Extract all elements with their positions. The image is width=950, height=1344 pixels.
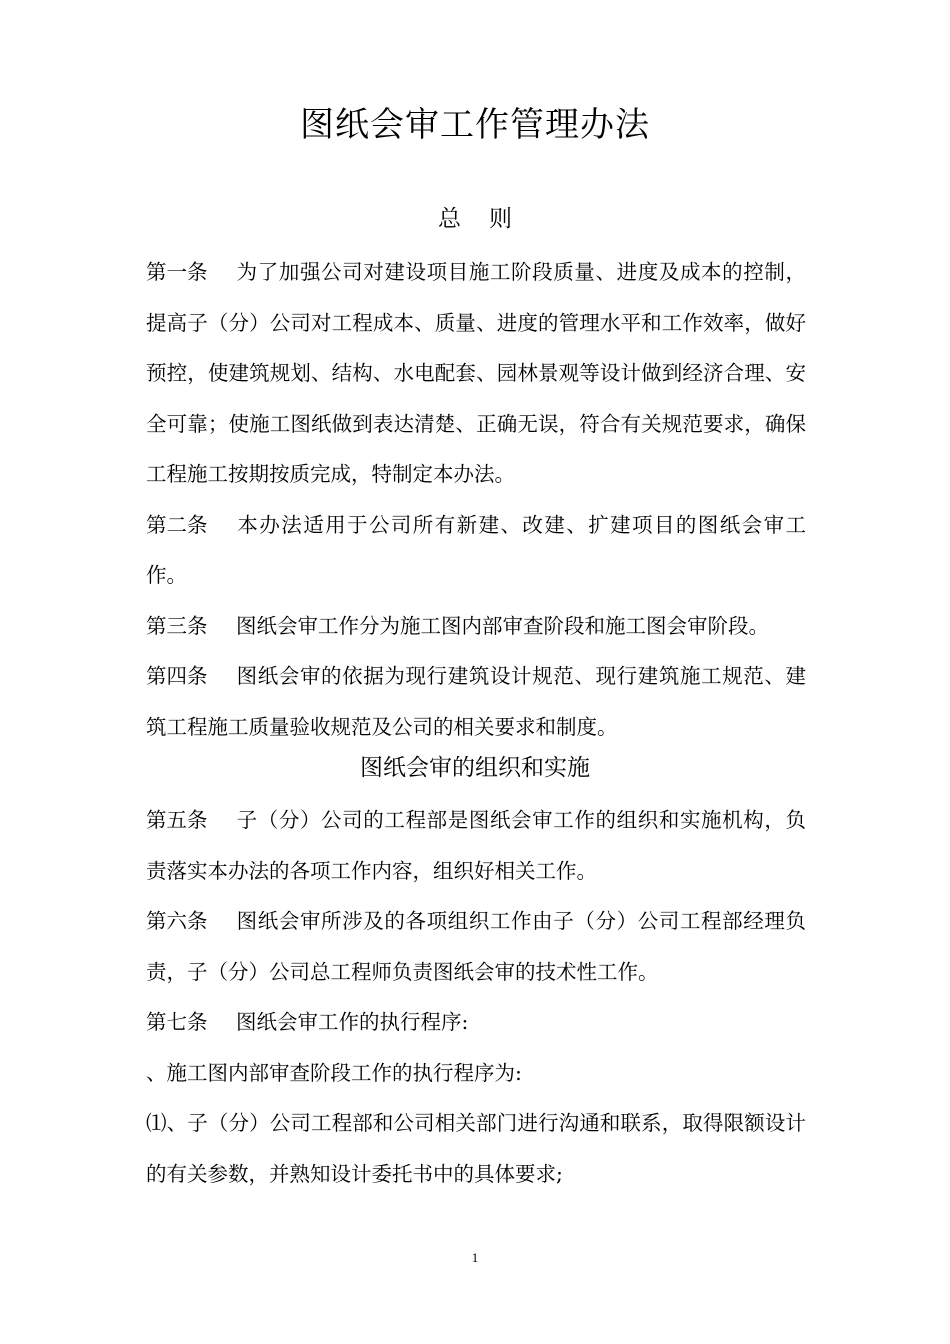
article-number: 第一条 bbox=[146, 260, 208, 284]
article-text: 为了加强公司对建设项目施工阶段质量、进度及成本的控制，提高子（分）公司对工程成本、质量、进度的管理水平和工作效率，做好预控，使建筑规划、结构、水电配套、园林景观等设计做到经济合理、安全可靠；使施工图纸做到表达清楚、正确无误，符合有关规范要求，确保工程施工按期按质完成，特制定本办法。 bbox=[146, 260, 806, 486]
article-5 bbox=[146, 795, 806, 896]
article-text: 图纸会审工作分为施工图内部审查阶段和施工图会审阶段。 bbox=[236, 613, 769, 638]
article-text: 本办法适用于公司所有新建、改建、扩建项目的图纸会审工作。 bbox=[146, 512, 806, 587]
article-number: 第七条 bbox=[146, 1010, 208, 1034]
article-text: 图纸会审所涉及的各项组织工作由子（分）公司工程部经理负责，子（分）公司总工程师负责图纸会审的技术性工作。 bbox=[146, 909, 806, 984]
article-1 bbox=[146, 247, 806, 500]
article-number: 第二条 bbox=[146, 512, 208, 537]
article-text: 子（分）公司的工程部是图纸会审工作的组织和实施机构，负责落实本办法的各项工作内容，组织好相关工作。 bbox=[146, 808, 806, 883]
organization-body bbox=[146, 795, 806, 1199]
article-number: 第四条 bbox=[146, 664, 208, 688]
article-number: 第五条 bbox=[146, 808, 208, 832]
article-number: 第三条 bbox=[146, 613, 208, 638]
article-text: 图纸会审的依据为现行建筑设计规范、现行建筑施工规范、建筑工程施工质量验收规范及公司的相关要求和制度。 bbox=[146, 664, 806, 739]
section-heading-organization: 图纸会审的组织和实施 bbox=[360, 755, 590, 781]
document-title: 图纸会审工作管理办法 bbox=[300, 105, 650, 145]
page-number: 1 bbox=[471, 1250, 479, 1265]
procedure-step-1: ⑴、子（分）公司工程部和公司相关部门进行沟通和联系，取得限额设计的有关参数，并熟知设计委托书中的具体要求; bbox=[146, 1111, 806, 1186]
article-text: 图纸会审工作的执行程序: bbox=[236, 1010, 469, 1034]
article-4 bbox=[146, 651, 806, 752]
article-number: 第六条 bbox=[146, 909, 208, 933]
article-7 bbox=[146, 997, 806, 1048]
sub-item-internal-review: 、施工图内部审查阶段工作的执行程序为: bbox=[146, 1060, 522, 1085]
article-3 bbox=[146, 601, 806, 652]
article-2 bbox=[146, 500, 806, 601]
article-6 bbox=[146, 896, 806, 997]
section-heading-general: 总则 bbox=[438, 206, 540, 232]
general-provisions-body bbox=[146, 247, 806, 752]
